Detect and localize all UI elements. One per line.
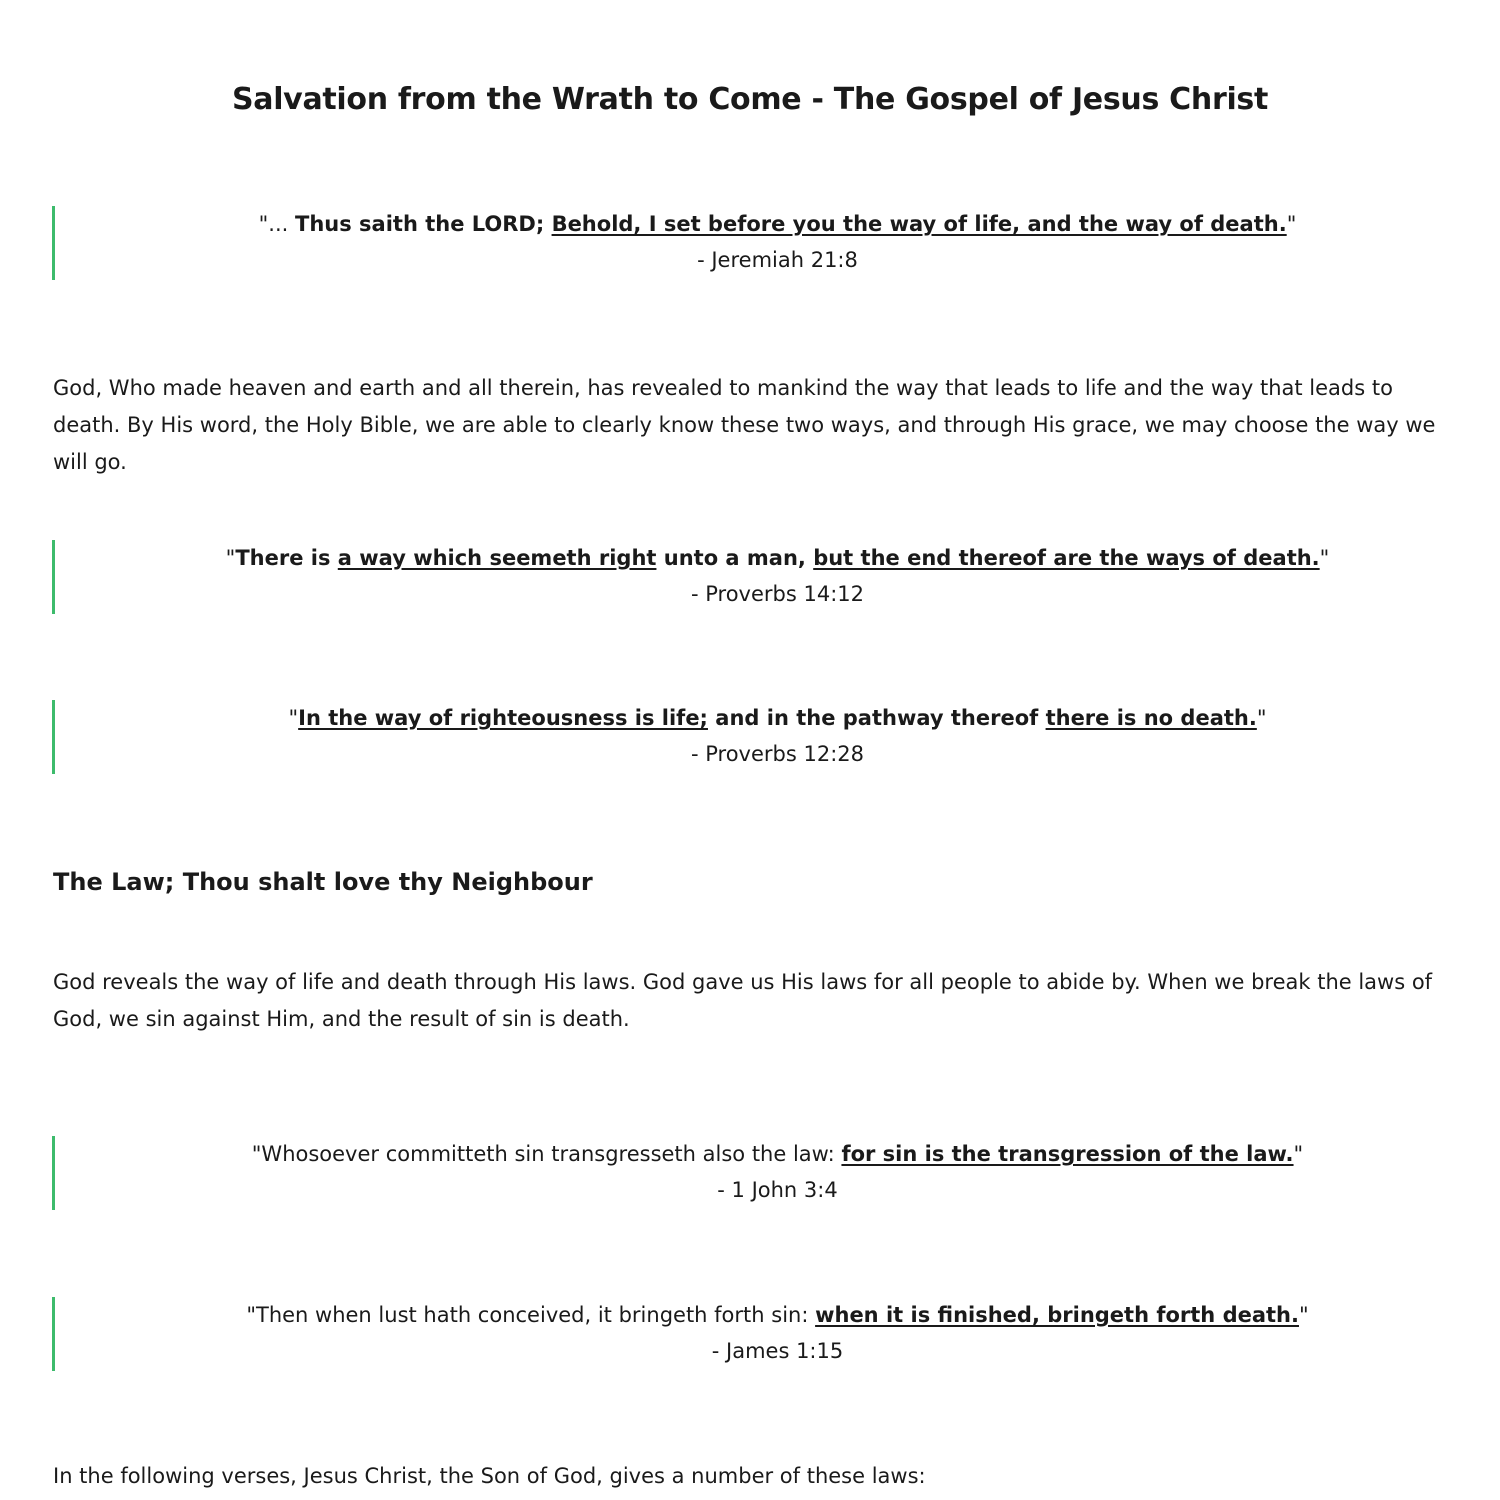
quote-text [55, 540, 1500, 576]
quote-emphasis-text: when it is finished, bringeth forth death. [815, 1303, 1299, 1327]
quote-bold-text: There is [235, 546, 338, 570]
scripture-quote-1-john [52, 1136, 1500, 1210]
quote-close: " [1319, 546, 1330, 570]
scripture-quote-proverbs-12-28 [52, 700, 1500, 774]
quote-reference: - James 1:15 [711, 1339, 844, 1363]
quote-reference: - Jeremiah 21:8 [697, 248, 858, 272]
quote-text [55, 700, 1500, 736]
quote-reference: - Proverbs 12:28 [690, 742, 864, 766]
quote-text [55, 1297, 1500, 1333]
quote-close: " [1298, 1303, 1309, 1327]
scripture-quote-james [52, 1297, 1500, 1371]
quote-emphasis-text: In the way of righteousness is life; [298, 706, 708, 730]
quote-emphasis-text: for sin is the transgression of the law. [841, 1142, 1294, 1166]
body-paragraph: God, Who made heaven and earth and all therein, has revealed to mankind the way that leads to life and the way that leads to death. By His word, the Holy Bible, we are able to clearly know these two ways, and through His grace, we may choose the way we will go. [53, 376, 1436, 474]
quote-emphasis-text: Behold, I set before you the way of life, and the way of death. [551, 212, 1287, 236]
quote-bold-text: and in the pathway thereof [707, 706, 1046, 730]
quote-bold-text: unto a man, [656, 546, 814, 570]
quote-close: " [1286, 212, 1297, 236]
body-paragraph: In the following verses, Jesus Christ, the Son of God, gives a number of these laws: [53, 1464, 926, 1488]
quote-bold-text: Thus saith the LORD; [295, 212, 552, 236]
quote-open: "Then when lust hath conceived, it bringeth forth sin: [246, 1303, 816, 1327]
quote-open: " [225, 546, 236, 570]
quote-close: " [1293, 1142, 1304, 1166]
quote-open: "... [258, 212, 296, 236]
quote-emphasis-text: a way which seemeth right [337, 546, 657, 570]
quote-text [55, 1136, 1500, 1172]
quote-reference: - Proverbs 14:12 [690, 582, 864, 606]
section-heading: The Law; Thou shalt love thy Neighbour [53, 868, 593, 896]
quote-open: " [288, 706, 299, 730]
quote-reference: - 1 John 3:4 [717, 1178, 838, 1202]
scripture-quote-jeremiah [52, 206, 1500, 280]
quote-close: " [1256, 706, 1267, 730]
body-paragraph: God reveals the way of life and death through His laws. God gave us His laws for all people to abide by. When we break the laws of God, we sin against Him, and the result of sin is death. [53, 970, 1433, 1031]
quote-emphasis-text: there is no death. [1045, 706, 1257, 730]
quote-open: "Whosoever committeth sin transgresseth also the law: [251, 1142, 842, 1166]
page-title: Salvation from the Wrath to Come - The Gospel of Jesus Christ [231, 82, 1269, 117]
scripture-quote-proverbs-14-12 [52, 540, 1500, 614]
quote-emphasis-text: but the end thereof are the ways of death. [813, 546, 1320, 570]
quote-text [55, 206, 1500, 242]
